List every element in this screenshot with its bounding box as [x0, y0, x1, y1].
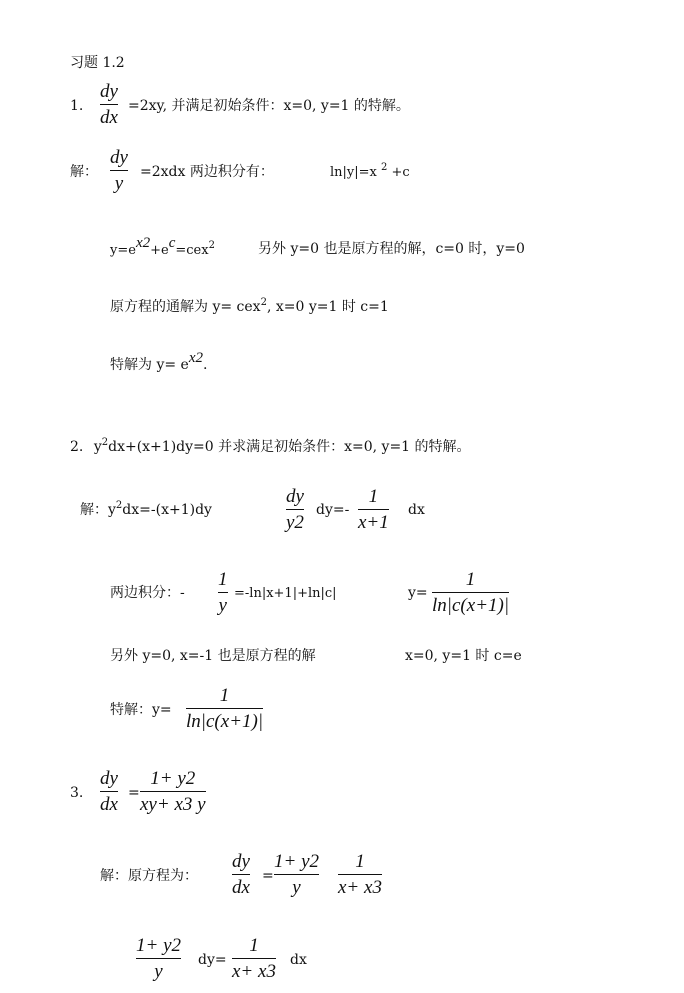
p2-particular-fraction: [186, 686, 263, 731]
fraction-numerator: 1: [249, 935, 259, 956]
fraction-bar: [232, 958, 276, 959]
p2-dy-over-y2: [286, 487, 304, 532]
equation-text: .: [203, 357, 208, 373]
p1-separated-equation: [140, 165, 274, 179]
p2-integration-result: =-ln|x+1|+ln|c|: [234, 586, 337, 601]
fraction-denominator: dx: [100, 794, 118, 815]
fraction-numerator: 1: [368, 486, 379, 507]
p2-extra-solution-note: 另外 y=0, x=-1 也是原方程的解: [110, 648, 316, 664]
fraction-denominator: dx: [232, 877, 250, 898]
fraction-numerator: 1: [355, 851, 365, 872]
fraction-denominator: ln|c(x+1)|: [432, 595, 510, 616]
fraction-numerator: dy: [100, 81, 118, 102]
equation-text: dx+(x+1)dy=0 并求满足初始条件：x=0, y=1 的特解。: [108, 439, 471, 455]
p1-general-form: [110, 235, 215, 258]
fraction-bar: [100, 791, 118, 792]
exercise-heading: 习题 1.2: [70, 55, 125, 71]
fraction-denominator: x+1: [358, 512, 389, 533]
fraction-numerator: 1+ y2: [274, 851, 320, 872]
superscript: x2: [135, 235, 151, 251]
fraction-denominator: y: [292, 877, 301, 898]
equation-text: 原方程的通解为 y= cex: [110, 299, 261, 315]
p2-equation-middle: dy=-: [316, 502, 350, 518]
problem-1-statement: =2xy, 并满足初始条件：x=0, y=1 的特解。: [128, 98, 410, 114]
fraction-denominator: x+ x3: [232, 961, 276, 982]
fraction-numerator: dy: [286, 486, 304, 507]
fraction-denominator: y2: [286, 512, 304, 533]
p3-separated-tail: dx: [290, 952, 307, 968]
p1-extra-solution-note: 另外 y=0 也是原方程的解，c=0 时，y=0: [258, 241, 525, 257]
problem-1-number: 1.: [70, 98, 84, 114]
fraction-bar: [186, 708, 263, 709]
fraction-bar: [432, 592, 509, 593]
fraction-bar: [286, 509, 304, 510]
p3-sol-fraction-2: [338, 852, 382, 897]
superscript: c: [168, 235, 176, 251]
p3-solution-label: 解：原方程为：: [100, 868, 198, 884]
fraction-denominator: x+ x3: [338, 877, 382, 898]
p2-separation: [80, 500, 212, 518]
fraction-bar: [232, 874, 250, 875]
equation-text: y: [93, 439, 102, 455]
fraction-bar: [274, 874, 319, 875]
fraction-bar: [218, 592, 228, 593]
superscript: 2: [260, 297, 267, 308]
p1-sol-fraction: [110, 148, 128, 193]
p1-general-solution: [110, 297, 389, 315]
equation-text: ln|y|=x: [330, 165, 377, 180]
p3-sol-fraction-1: [274, 852, 319, 897]
p2-one-over-y: [218, 570, 228, 615]
p1-lhs-fraction: [100, 82, 118, 127]
p3-separated-middle: dy=: [198, 952, 227, 968]
p3-sol-equals: =: [262, 868, 274, 884]
fraction-numerator: 1: [219, 685, 230, 706]
p2-general-solution-fraction: [432, 570, 509, 615]
superscript: 2: [115, 500, 123, 511]
fraction-denominator: ln|c(x+1)|: [186, 711, 264, 732]
superscript: 2: [101, 437, 109, 448]
fraction-numerator: 1+ y2: [136, 935, 182, 956]
p3-sol-lhs-fraction: [232, 852, 250, 897]
equation-text: +e: [150, 243, 169, 258]
fraction-bar: [140, 791, 206, 792]
p3-separated-fraction-1: [136, 936, 181, 981]
fraction-bar: [136, 958, 181, 959]
p3-rhs-fraction: [140, 769, 206, 814]
fraction-denominator: y: [218, 595, 227, 616]
fraction-bar: [100, 104, 118, 105]
equation-text: +c: [391, 165, 410, 180]
p2-integration-label: 两边积分：-: [110, 585, 185, 601]
p3-separated-fraction-2: [232, 936, 276, 981]
fraction-bar: [358, 509, 389, 510]
equation-text: dx=-(x+1)dy: [122, 502, 212, 518]
fraction-bar: [110, 170, 128, 171]
fraction-numerator: 1+ y2: [150, 768, 196, 789]
superscript: x2: [188, 350, 203, 366]
fraction-numerator: dy: [232, 851, 250, 872]
fraction-denominator: xy+ x3 y: [140, 794, 206, 815]
p2-one-over-x-plus-1: [358, 487, 389, 532]
equation-text: 解：y: [80, 502, 116, 518]
fraction-numerator: 1: [465, 569, 476, 590]
p3-lhs-fraction: [100, 769, 118, 814]
p2-y-equals: y=: [408, 585, 428, 601]
equation-text: =2xdx 两边积分有：: [140, 164, 274, 180]
fraction-numerator: dy: [110, 147, 128, 168]
p1-integral-result: [330, 162, 410, 180]
equation-text: 特解为 y= e: [110, 357, 189, 373]
equation-text: =cex: [175, 243, 209, 258]
equation-text: y=e: [110, 243, 136, 258]
problem-3-number: 3.: [70, 785, 84, 801]
p3-equals: =: [128, 785, 140, 801]
solution-label: 解：: [70, 164, 98, 180]
p2-initial-condition: x=0, y=1 时 c=e: [405, 648, 522, 664]
fraction-bar: [338, 874, 382, 875]
fraction-numerator: dy: [100, 768, 118, 789]
superscript: 2: [381, 162, 388, 173]
p2-equation-tail: dx: [408, 502, 425, 518]
fraction-denominator: y: [154, 961, 163, 982]
superscript: 2: [208, 240, 215, 251]
problem-number: 2.: [70, 439, 84, 455]
equation-text: , x=0 y=1 时 c=1: [266, 299, 389, 315]
fraction-denominator: dx: [100, 107, 118, 128]
p2-particular-label: 特解：y=: [110, 702, 172, 718]
p1-particular-solution: [110, 350, 208, 373]
fraction-numerator: 1: [218, 569, 228, 590]
fraction-denominator: y: [114, 173, 124, 194]
problem-2-statement: [70, 437, 471, 455]
